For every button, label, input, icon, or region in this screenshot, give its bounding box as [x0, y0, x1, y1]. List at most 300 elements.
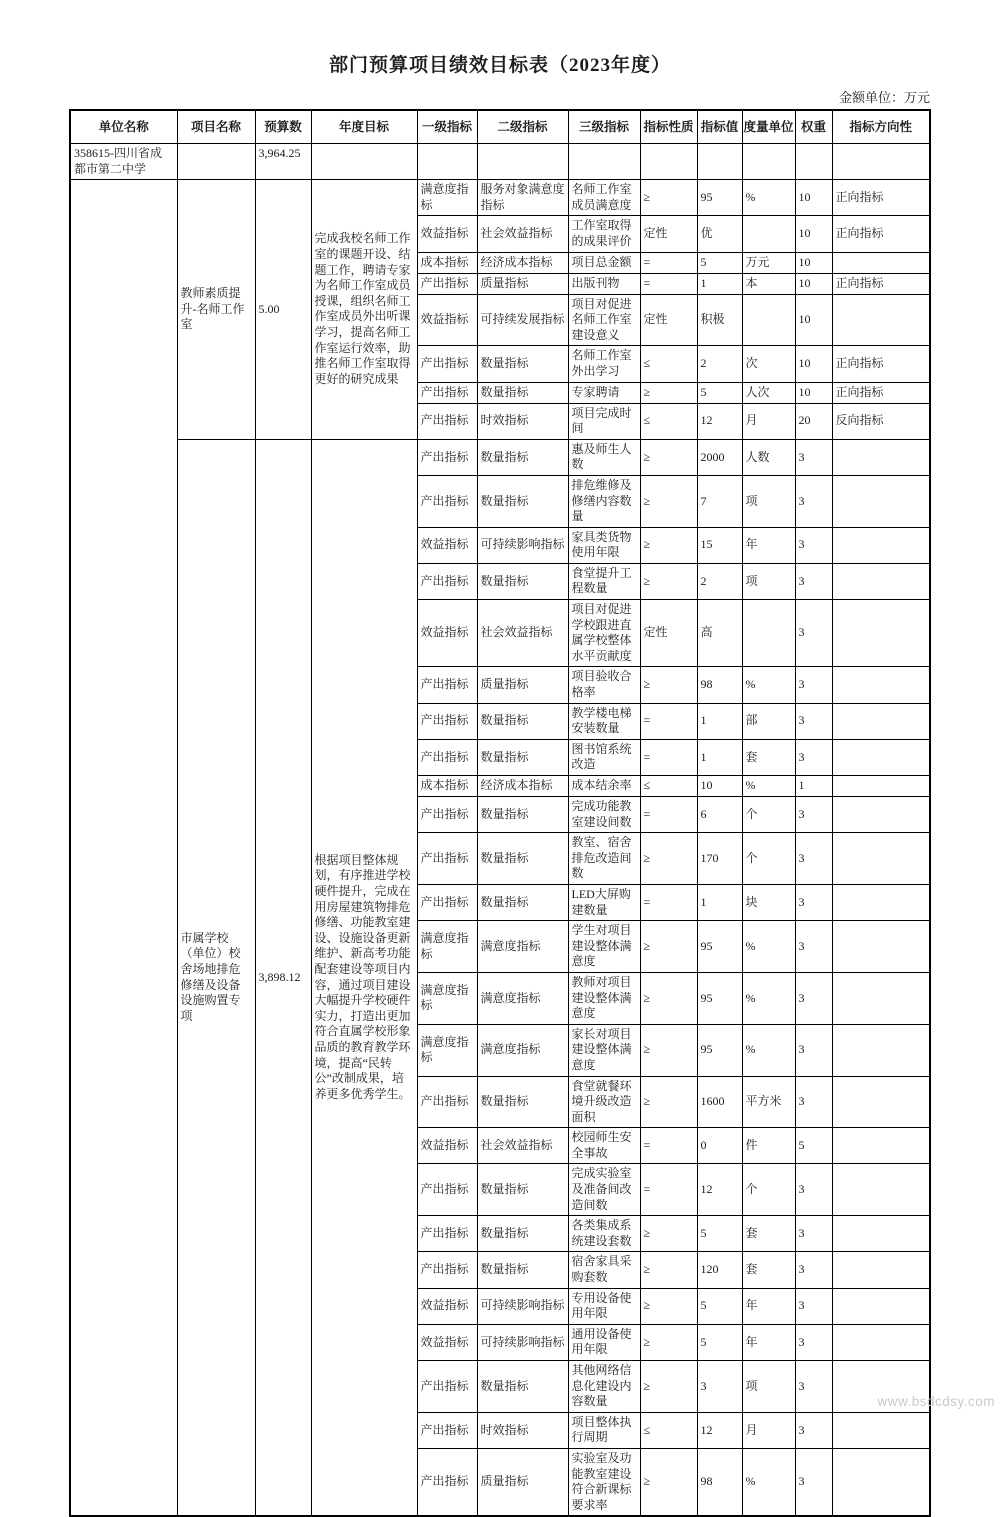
- level2-indicator-cell: 社会效益指标: [477, 1128, 568, 1164]
- weight-cell: 3: [795, 563, 832, 599]
- header-row: [70, 110, 930, 144]
- direction-cell: [832, 1164, 930, 1216]
- direction-cell: [832, 1288, 930, 1324]
- level1-indicator-cell: 满意度指标: [417, 921, 477, 973]
- weight-cell: 10: [795, 216, 832, 252]
- level3-indicator-cell: 图书馆系统改造: [568, 739, 640, 775]
- indicator-value-cell: 12: [697, 403, 742, 439]
- level3-indicator-cell: 家长对项目建设整体满意度: [568, 1024, 640, 1076]
- indicator-value-cell: 高: [697, 600, 742, 667]
- empty-cell: [742, 144, 795, 180]
- direction-cell: [832, 972, 930, 1024]
- weight-cell: 3: [795, 1164, 832, 1216]
- weight-cell: 3: [795, 884, 832, 920]
- level2-indicator-cell: 满意度指标: [477, 972, 568, 1024]
- level3-indicator-cell: 宿舍家具采购套数: [568, 1252, 640, 1288]
- level3-indicator-cell: 排危维修及修缮内容数量: [568, 475, 640, 527]
- indicator-value-cell: 95: [697, 180, 742, 216]
- level1-indicator-cell: 产出指标: [417, 475, 477, 527]
- weight-cell: 10: [795, 252, 832, 273]
- level2-indicator-cell: 数量指标: [477, 439, 568, 475]
- level2-indicator-cell: 可持续影响指标: [477, 527, 568, 563]
- measure-unit-cell: [742, 600, 795, 667]
- level2-indicator-cell: 满意度指标: [477, 921, 568, 973]
- direction-cell: [832, 1412, 930, 1448]
- annual-goal-cell: 完成我校名师工作室的课题开设、结题工作，聘请专家为名师工作室成员授课，组织名师工作室成员外出听课学习，提高名师工作室运行效率，助推名师工作室取得更好的研究成果: [311, 180, 417, 440]
- measure-unit-cell: 个: [742, 1164, 795, 1216]
- indicator-nature-cell: ≥: [640, 833, 697, 885]
- direction-cell: [832, 797, 930, 833]
- weight-cell: 10: [795, 346, 832, 382]
- direction-cell: 正向指标: [832, 346, 930, 382]
- level2-indicator-cell: 服务对象满意度指标: [477, 180, 568, 216]
- level3-indicator-cell: 食堂就餐环境升级改造面积: [568, 1076, 640, 1128]
- measure-unit-cell: 年: [742, 1288, 795, 1324]
- indicator-value-cell: 7: [697, 475, 742, 527]
- measure-unit-cell: [742, 294, 795, 346]
- indicator-value-cell: 1600: [697, 1076, 742, 1128]
- weight-cell: 3: [795, 600, 832, 667]
- indicator-nature-cell: ≥: [640, 563, 697, 599]
- level1-indicator-cell: 产出指标: [417, 1164, 477, 1216]
- weight-cell: 3: [795, 797, 832, 833]
- weight-cell: 3: [795, 1024, 832, 1076]
- direction-cell: [832, 921, 930, 973]
- project-name-cell: 教师素质提升-名师工作室: [177, 180, 255, 440]
- empty-cell: [697, 144, 742, 180]
- indicator-value-cell: 积极: [697, 294, 742, 346]
- budget-total-cell: 3,964.25: [255, 144, 311, 180]
- unit-name-cell: 358615-四川省成都市第二中学: [70, 144, 177, 180]
- indicator-value-cell: 95: [697, 921, 742, 973]
- indicator-nature-cell: ≥: [640, 382, 697, 403]
- indicator-nature-cell: ≥: [640, 921, 697, 973]
- indicator-value-cell: 120: [697, 1252, 742, 1288]
- level1-indicator-cell: 产出指标: [417, 439, 477, 475]
- direction-cell: 正向指标: [832, 216, 930, 252]
- level3-indicator-cell: 出版刊物: [568, 273, 640, 294]
- measure-unit-cell: %: [742, 180, 795, 216]
- level1-indicator-cell: 成本指标: [417, 776, 477, 797]
- indicator-value-cell: 95: [697, 1024, 742, 1076]
- level1-indicator-cell: 产出指标: [417, 884, 477, 920]
- indicator-row: [70, 180, 930, 216]
- indicator-nature-cell: ≥: [640, 1324, 697, 1360]
- indicator-nature-cell: ≥: [640, 475, 697, 527]
- empty-cell: [477, 144, 568, 180]
- indicator-value-cell: 0: [697, 1128, 742, 1164]
- level2-indicator-cell: 数量指标: [477, 739, 568, 775]
- level1-indicator-cell: 产出指标: [417, 382, 477, 403]
- header-indicator-value: 指标值: [697, 110, 742, 144]
- header-unit-name: 单位名称: [70, 110, 177, 144]
- indicator-nature-cell: ≥: [640, 1076, 697, 1128]
- unit-name-empty-cell: [70, 180, 177, 1517]
- level1-indicator-cell: 满意度指标: [417, 180, 477, 216]
- level3-indicator-cell: 名师工作室成员满意度: [568, 180, 640, 216]
- level2-indicator-cell: 数量指标: [477, 1076, 568, 1128]
- header-weight: 权重: [795, 110, 832, 144]
- indicator-nature-cell: =: [640, 273, 697, 294]
- indicator-value-cell: 5: [697, 252, 742, 273]
- weight-cell: 3: [795, 1361, 832, 1413]
- measure-unit-cell: %: [742, 1448, 795, 1516]
- measure-unit-cell: 人次: [742, 382, 795, 403]
- header-direction: 指标方向性: [832, 110, 930, 144]
- level1-indicator-cell: 产出指标: [417, 1216, 477, 1252]
- level2-indicator-cell: 数量指标: [477, 346, 568, 382]
- project-budget-cell: 3,898.12: [255, 439, 311, 1516]
- direction-cell: [832, 667, 930, 703]
- level3-indicator-cell: 工作室取得的成果评价: [568, 216, 640, 252]
- level3-indicator-cell: 惠及师生人数: [568, 439, 640, 475]
- level3-indicator-cell: 完成功能教室建设间数: [568, 797, 640, 833]
- indicator-nature-cell: =: [640, 797, 697, 833]
- direction-cell: [832, 1128, 930, 1164]
- level3-indicator-cell: 项目总金额: [568, 252, 640, 273]
- indicator-value-cell: 12: [697, 1164, 742, 1216]
- level2-indicator-cell: 可持续发展指标: [477, 294, 568, 346]
- indicator-nature-cell: ≤: [640, 403, 697, 439]
- amount-unit-note: 金额单位：万元: [838, 90, 930, 105]
- level1-indicator-cell: 产出指标: [417, 1412, 477, 1448]
- indicator-nature-cell: ≥: [640, 1288, 697, 1324]
- level2-indicator-cell: 时效指标: [477, 403, 568, 439]
- weight-cell: 3: [795, 972, 832, 1024]
- measure-unit-cell: 件: [742, 1128, 795, 1164]
- level2-indicator-cell: 经济成本指标: [477, 776, 568, 797]
- indicator-nature-cell: =: [640, 739, 697, 775]
- indicator-value-cell: 95: [697, 972, 742, 1024]
- indicator-nature-cell: ≤: [640, 1412, 697, 1448]
- indicator-value-cell: 5: [697, 1324, 742, 1360]
- indicator-value-cell: 5: [697, 1216, 742, 1252]
- indicator-nature-cell: ≥: [640, 527, 697, 563]
- level3-indicator-cell: 校园师生安全事故: [568, 1128, 640, 1164]
- level1-indicator-cell: 产出指标: [417, 1076, 477, 1128]
- indicator-value-cell: 优: [697, 216, 742, 252]
- page-title: 部门预算项目绩效目标表（2023年度）: [328, 55, 671, 76]
- indicator-nature-cell: =: [640, 1128, 697, 1164]
- indicator-nature-cell: 定性: [640, 600, 697, 667]
- level2-indicator-cell: 社会效益指标: [477, 600, 568, 667]
- indicator-value-cell: 2: [697, 346, 742, 382]
- level1-indicator-cell: 产出指标: [417, 273, 477, 294]
- indicator-nature-cell: ≥: [640, 667, 697, 703]
- empty-cell: [568, 144, 640, 180]
- direction-cell: 正向指标: [832, 273, 930, 294]
- weight-cell: 10: [795, 294, 832, 346]
- measure-unit-cell: 套: [742, 1252, 795, 1288]
- level1-indicator-cell: 效益指标: [417, 600, 477, 667]
- indicator-value-cell: 15: [697, 527, 742, 563]
- indicator-nature-cell: =: [640, 1164, 697, 1216]
- indicator-nature-cell: =: [640, 884, 697, 920]
- level3-indicator-cell: 完成实验室及准备间改造间数: [568, 1164, 640, 1216]
- indicator-value-cell: 3: [697, 1361, 742, 1413]
- weight-cell: 3: [795, 1412, 832, 1448]
- header-measure-unit: 度量单位: [742, 110, 795, 144]
- indicator-value-cell: 170: [697, 833, 742, 885]
- measure-unit-cell: %: [742, 921, 795, 973]
- weight-cell: 20: [795, 403, 832, 439]
- measure-unit-cell: 人数: [742, 439, 795, 475]
- measure-unit-cell: 个: [742, 833, 795, 885]
- measure-unit-cell: 年: [742, 527, 795, 563]
- weight-cell: 3: [795, 1324, 832, 1360]
- level1-indicator-cell: 产出指标: [417, 703, 477, 739]
- weight-cell: 10: [795, 180, 832, 216]
- project-budget-cell: 5.00: [255, 180, 311, 440]
- level1-indicator-cell: 满意度指标: [417, 972, 477, 1024]
- measure-unit-cell: 块: [742, 884, 795, 920]
- level2-indicator-cell: 质量指标: [477, 1448, 568, 1516]
- direction-cell: [832, 1216, 930, 1252]
- direction-cell: [832, 776, 930, 797]
- measure-unit-cell: %: [742, 667, 795, 703]
- weight-cell: 3: [795, 1288, 832, 1324]
- indicator-value-cell: 1: [697, 703, 742, 739]
- measure-unit-cell: 部: [742, 703, 795, 739]
- unit-summary-row: [70, 144, 930, 180]
- level2-indicator-cell: 经济成本指标: [477, 252, 568, 273]
- direction-cell: [832, 527, 930, 563]
- level2-indicator-cell: 数量指标: [477, 833, 568, 885]
- level2-indicator-cell: 数量指标: [477, 797, 568, 833]
- level3-indicator-cell: 各类集成系统建设套数: [568, 1216, 640, 1252]
- level1-indicator-cell: 成本指标: [417, 252, 477, 273]
- level3-indicator-cell: 项目验收合格率: [568, 667, 640, 703]
- weight-cell: 3: [795, 739, 832, 775]
- level3-indicator-cell: 名师工作室外出学习: [568, 346, 640, 382]
- level3-indicator-cell: 项目完成时间: [568, 403, 640, 439]
- weight-cell: 1: [795, 776, 832, 797]
- indicator-nature-cell: ≥: [640, 439, 697, 475]
- level1-indicator-cell: 产出指标: [417, 563, 477, 599]
- direction-cell: [832, 833, 930, 885]
- level2-indicator-cell: 满意度指标: [477, 1024, 568, 1076]
- weight-cell: 3: [795, 1216, 832, 1252]
- indicator-value-cell: 10: [697, 776, 742, 797]
- weight-cell: 3: [795, 921, 832, 973]
- measure-unit-cell: %: [742, 1024, 795, 1076]
- level1-indicator-cell: 产出指标: [417, 833, 477, 885]
- indicator-value-cell: 98: [697, 667, 742, 703]
- measure-unit-cell: 项: [742, 1361, 795, 1413]
- header-level2-indicator: 二级指标: [477, 110, 568, 144]
- direction-cell: [832, 294, 930, 346]
- weight-cell: 5: [795, 1128, 832, 1164]
- empty-cell: [417, 144, 477, 180]
- direction-cell: [832, 439, 930, 475]
- indicator-nature-cell: ≥: [640, 1252, 697, 1288]
- direction-cell: [832, 563, 930, 599]
- direction-cell: 正向指标: [832, 382, 930, 403]
- level2-indicator-cell: 数量指标: [477, 884, 568, 920]
- direction-cell: [832, 703, 930, 739]
- weight-cell: 10: [795, 273, 832, 294]
- level1-indicator-cell: 效益指标: [417, 294, 477, 346]
- weight-cell: 3: [795, 1252, 832, 1288]
- indicator-nature-cell: =: [640, 703, 697, 739]
- direction-cell: [832, 739, 930, 775]
- measure-unit-cell: 月: [742, 403, 795, 439]
- indicator-nature-cell: ≥: [640, 1216, 697, 1252]
- direction-cell: 正向指标: [832, 180, 930, 216]
- measure-unit-cell: 项: [742, 563, 795, 599]
- weight-cell: 3: [795, 833, 832, 885]
- indicator-value-cell: 1: [697, 273, 742, 294]
- level1-indicator-cell: 产出指标: [417, 1252, 477, 1288]
- level2-indicator-cell: 数量指标: [477, 382, 568, 403]
- direction-cell: [832, 252, 930, 273]
- level1-indicator-cell: 满意度指标: [417, 1024, 477, 1076]
- level1-indicator-cell: 产出指标: [417, 346, 477, 382]
- level2-indicator-cell: 数量指标: [477, 563, 568, 599]
- empty-cell: [795, 144, 832, 180]
- measure-unit-cell: 次: [742, 346, 795, 382]
- level2-indicator-cell: 可持续影响指标: [477, 1288, 568, 1324]
- weight-cell: 3: [795, 667, 832, 703]
- level1-indicator-cell: 效益指标: [417, 1128, 477, 1164]
- level3-indicator-cell: 通用设备使用年限: [568, 1324, 640, 1360]
- weight-cell: 10: [795, 382, 832, 403]
- measure-unit-cell: 套: [742, 1216, 795, 1252]
- level2-indicator-cell: 社会效益指标: [477, 216, 568, 252]
- level2-indicator-cell: 可持续影响指标: [477, 1324, 568, 1360]
- level2-indicator-cell: 质量指标: [477, 273, 568, 294]
- level1-indicator-cell: 效益指标: [417, 527, 477, 563]
- direction-cell: [832, 1024, 930, 1076]
- indicator-value-cell: 2: [697, 563, 742, 599]
- level1-indicator-cell: 产出指标: [417, 667, 477, 703]
- indicator-nature-cell: 定性: [640, 216, 697, 252]
- level3-indicator-cell: 学生对项目建设整体满意度: [568, 921, 640, 973]
- performance-target-table: [69, 109, 931, 1517]
- header-annual-goal: 年度目标: [311, 110, 417, 144]
- indicator-row: [70, 439, 930, 475]
- level2-indicator-cell: 质量指标: [477, 667, 568, 703]
- project-name-cell-empty: [177, 144, 255, 180]
- header-budget: 预算数: [255, 110, 311, 144]
- empty-cell: [832, 144, 930, 180]
- level2-indicator-cell: 数量指标: [477, 1252, 568, 1288]
- header-indicator-nature: 指标性质: [640, 110, 697, 144]
- empty-cell: [640, 144, 697, 180]
- direction-cell: [832, 1324, 930, 1360]
- direction-cell: [832, 884, 930, 920]
- level2-indicator-cell: 数量指标: [477, 1216, 568, 1252]
- level3-indicator-cell: 项目对促进学校跟进直属学校整体水平贡献度: [568, 600, 640, 667]
- level3-indicator-cell: LED大屏购建数量: [568, 884, 640, 920]
- measure-unit-cell: 年: [742, 1324, 795, 1360]
- level3-indicator-cell: 教学楼电梯安装数量: [568, 703, 640, 739]
- direction-cell: [832, 1448, 930, 1516]
- measure-unit-cell: 万元: [742, 252, 795, 273]
- indicator-value-cell: 98: [697, 1448, 742, 1516]
- header-project-name: 项目名称: [177, 110, 255, 144]
- level3-indicator-cell: 其他网络信息化建设内容数量: [568, 1361, 640, 1413]
- level1-indicator-cell: 效益指标: [417, 1288, 477, 1324]
- indicator-nature-cell: 定性: [640, 294, 697, 346]
- direction-cell: [832, 1252, 930, 1288]
- project-name-cell: 市属学校（单位）校舍场地排危修缮及设备设施购置专项: [177, 439, 255, 1516]
- level3-indicator-cell: 项目对促进名师工作室建设意义: [568, 294, 640, 346]
- indicator-nature-cell: ≥: [640, 180, 697, 216]
- indicator-nature-cell: ≥: [640, 1361, 697, 1413]
- level3-indicator-cell: 实验室及功能教室建设符合新课标要求率: [568, 1448, 640, 1516]
- indicator-nature-cell: =: [640, 252, 697, 273]
- measure-unit-cell: 套: [742, 739, 795, 775]
- weight-cell: 3: [795, 439, 832, 475]
- measure-unit-cell: 项: [742, 475, 795, 527]
- level1-indicator-cell: 产出指标: [417, 1361, 477, 1413]
- measure-unit-cell: [742, 216, 795, 252]
- level1-indicator-cell: 产出指标: [417, 403, 477, 439]
- level3-indicator-cell: 教室、宿舍排危改造间数: [568, 833, 640, 885]
- direction-cell: 反向指标: [832, 403, 930, 439]
- measure-unit-cell: 个: [742, 797, 795, 833]
- measure-unit-cell: 本: [742, 273, 795, 294]
- weight-cell: 3: [795, 527, 832, 563]
- indicator-nature-cell: ≥: [640, 972, 697, 1024]
- level2-indicator-cell: 数量指标: [477, 703, 568, 739]
- indicator-value-cell: 2000: [697, 439, 742, 475]
- level3-indicator-cell: 项目整体执行周期: [568, 1412, 640, 1448]
- level1-indicator-cell: 效益指标: [417, 1324, 477, 1360]
- weight-cell: 3: [795, 703, 832, 739]
- direction-cell: [832, 475, 930, 527]
- level1-indicator-cell: 效益指标: [417, 216, 477, 252]
- measure-unit-cell: 月: [742, 1412, 795, 1448]
- indicator-value-cell: 5: [697, 382, 742, 403]
- level2-indicator-cell: 数量指标: [477, 1361, 568, 1413]
- empty-cell: [311, 144, 417, 180]
- weight-cell: 3: [795, 1448, 832, 1516]
- measure-unit-cell: 平方米: [742, 1076, 795, 1128]
- header-level1-indicator: 一级指标: [417, 110, 477, 144]
- measure-unit-cell: %: [742, 776, 795, 797]
- indicator-value-cell: 1: [697, 739, 742, 775]
- indicator-value-cell: 12: [697, 1412, 742, 1448]
- annual-goal-cell: 根据项目整体规划，有序推进学校硬件提升，完成在用房屋建筑物排危修缮、功能教室建设、设施设备更新维护、新高考功能配套建设等项目内容，通过项目建设大幅提升学校硬件实力，打造出更加符合直属学校形象品质的教育教学环境，提高“民转公”改制成果，培养更多优秀学生。: [311, 439, 417, 1516]
- level3-indicator-cell: 家具类货物使用年限: [568, 527, 640, 563]
- site-watermark: www.bsdcdsy.com: [877, 1394, 995, 1409]
- level3-indicator-cell: 食堂提升工程数量: [568, 563, 640, 599]
- indicator-value-cell: 5: [697, 1288, 742, 1324]
- level3-indicator-cell: 教师对项目建设整体满意度: [568, 972, 640, 1024]
- indicator-nature-cell: ≥: [640, 1024, 697, 1076]
- level3-indicator-cell: 专用设备使用年限: [568, 1288, 640, 1324]
- indicator-value-cell: 6: [697, 797, 742, 833]
- level3-indicator-cell: 成本结余率: [568, 776, 640, 797]
- level1-indicator-cell: 产出指标: [417, 1448, 477, 1516]
- level3-indicator-cell: 专家聘请: [568, 382, 640, 403]
- direction-cell: [832, 1076, 930, 1128]
- weight-cell: 3: [795, 475, 832, 527]
- level2-indicator-cell: 数量指标: [477, 1164, 568, 1216]
- level2-indicator-cell: 时效指标: [477, 1412, 568, 1448]
- level1-indicator-cell: 产出指标: [417, 739, 477, 775]
- indicator-nature-cell: ≤: [640, 346, 697, 382]
- indicator-nature-cell: ≥: [640, 1448, 697, 1516]
- level1-indicator-cell: 产出指标: [417, 797, 477, 833]
- indicator-value-cell: 1: [697, 884, 742, 920]
- header-level3-indicator: 三级指标: [568, 110, 640, 144]
- direction-cell: [832, 600, 930, 667]
- measure-unit-cell: %: [742, 972, 795, 1024]
- indicator-nature-cell: ≤: [640, 776, 697, 797]
